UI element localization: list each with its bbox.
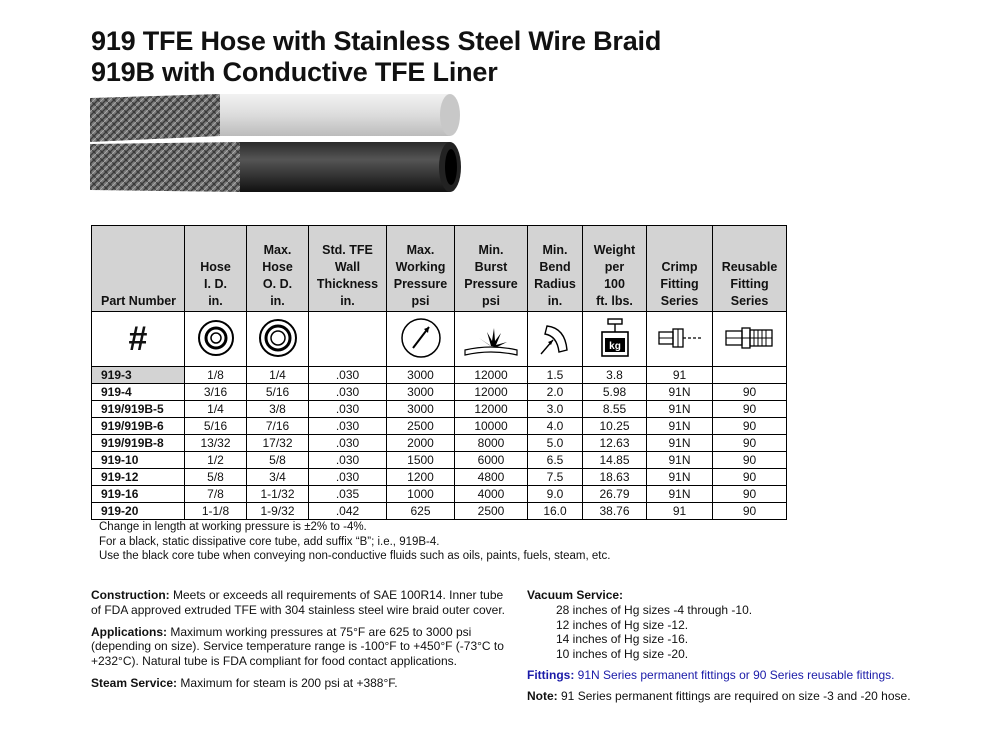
cell-burst: 2500: [455, 503, 528, 520]
cell-od: 1/4: [247, 367, 309, 384]
vacuum-heading: Vacuum Service:: [527, 588, 624, 602]
cell-burst: 4000: [455, 486, 528, 503]
applications-paragraph: Applications: Maximum working pressures at 75°F are 625 to 3000 psi (depending on size). Service temperature range is -100°F to +450°F (-73°C to +232°C). Natural tube is FDA compliant for food contact applications.: [91, 624, 504, 669]
cell-part: 919/919B-6: [92, 418, 185, 435]
cell-reuse: 90: [713, 401, 787, 418]
cell-part: 919-12: [92, 469, 185, 486]
crimp-fitting-icon: [657, 325, 703, 351]
steam-paragraph: Steam Service: Maximum for steam is 200 psi at +388°F.: [91, 675, 398, 690]
cell-burst: 4800: [455, 469, 528, 486]
header-hose-id: Hose I. D. in.: [185, 226, 247, 312]
cell-wall: .042: [309, 503, 387, 520]
cell-work: 1000: [387, 486, 455, 503]
cell-id: 7/8: [185, 486, 247, 503]
cell-od: 1-1/32: [247, 486, 309, 503]
cell-part: 919-10: [92, 452, 185, 469]
note-line-2: For a black, static dissipative core tube, add suffix “B”; i.e., 919B-4.: [99, 535, 440, 548]
cell-work: 3000: [387, 384, 455, 401]
cell-weight: 14.85: [583, 452, 647, 469]
cell-bend: 16.0: [528, 503, 583, 520]
hose-id-icon: [196, 318, 236, 358]
header-bend-radius: Min. Bend Radius in.: [528, 226, 583, 312]
table-row: [92, 452, 787, 469]
cell-reuse: 90: [713, 486, 787, 503]
vacuum-line-1: 28 inches of Hg sizes -4 through -10.: [556, 602, 753, 617]
cell-crimp: 91N: [647, 384, 713, 401]
cell-crimp: 91: [647, 503, 713, 520]
cell-work: 2500: [387, 418, 455, 435]
cell-wall: .030: [309, 435, 387, 452]
cell-bend: 5.0: [528, 435, 583, 452]
table-row: [92, 503, 787, 520]
cell-work: 625: [387, 503, 455, 520]
table-row: [92, 401, 787, 418]
cell-id: 3/16: [185, 384, 247, 401]
cell-bend: 3.0: [528, 401, 583, 418]
spec-table: [91, 225, 787, 520]
page-title: [91, 26, 661, 88]
cell-id: 1-1/8: [185, 503, 247, 520]
hose-product-image: [90, 92, 470, 212]
cell-burst: 10000: [455, 418, 528, 435]
header-wall-thickness: Std. TFE Wall Thickness in.: [309, 226, 387, 312]
header-working-pressure: Max. Working Pressure psi: [387, 226, 455, 312]
note-paragraph: Note: 91 Series permanent fittings are required on size -3 and -20 hose.: [527, 688, 911, 703]
table-row: [92, 367, 787, 384]
cell-crimp: 91N: [647, 401, 713, 418]
note-line-1: Change in length at working pressure is ±2% to -4%.: [99, 521, 367, 533]
cell-od: 3/8: [247, 401, 309, 418]
black-liner-hose: [90, 142, 461, 192]
cell-wall: .030: [309, 418, 387, 435]
right-column: [527, 588, 957, 704]
cell-od: 1-9/32: [247, 503, 309, 520]
left-column: [91, 588, 511, 698]
header-burst-pressure: Min. Burst Pressure psi: [455, 226, 528, 312]
bend-radius-icon: [535, 316, 575, 360]
white-liner-hose: [90, 94, 460, 142]
reusable-fitting-icon: [724, 325, 776, 351]
spec-table-body: [92, 367, 787, 520]
cell-od: 7/16: [247, 418, 309, 435]
cell-od: 5/16: [247, 384, 309, 401]
cell-bend: 1.5: [528, 367, 583, 384]
cell-weight: 38.76: [583, 503, 647, 520]
weight-kg-icon: [598, 316, 632, 360]
cell-burst: 12000: [455, 367, 528, 384]
cell-reuse: 90: [713, 469, 787, 486]
cell-part: 919-20: [92, 503, 185, 520]
cell-id: 13/32: [185, 435, 247, 452]
cell-part: 919/919B-5: [92, 401, 185, 418]
cell-bend: 9.0: [528, 486, 583, 503]
cell-wall: .030: [309, 367, 387, 384]
table-row: [92, 435, 787, 452]
cell-part: 919-16: [92, 486, 185, 503]
cell-work: 3000: [387, 367, 455, 384]
cell-part: 919/919B-8: [92, 435, 185, 452]
vacuum-line-4: 10 inches of Hg size -20.: [556, 647, 689, 662]
cell-weight: 18.63: [583, 469, 647, 486]
icon-row: [92, 312, 787, 367]
cell-crimp: 91N: [647, 435, 713, 452]
cell-reuse: 90: [713, 452, 787, 469]
cell-id: 1/4: [185, 401, 247, 418]
table-row: [92, 418, 787, 435]
cell-wall: .030: [309, 452, 387, 469]
cell-weight: 8.55: [583, 401, 647, 418]
cell-wall: .030: [309, 469, 387, 486]
cell-bend: 2.0: [528, 384, 583, 401]
pressure-gauge-icon: [399, 316, 443, 360]
header-row: [92, 226, 787, 312]
cell-weight: 10.25: [583, 418, 647, 435]
cell-reuse: 90: [713, 384, 787, 401]
cell-wall: .035: [309, 486, 387, 503]
note-line-3: Use the black core tube when conveying non-conductive fluids such as oils, paints, fuels, steam, etc.: [99, 550, 611, 562]
cell-weight: 5.98: [583, 384, 647, 401]
cell-work: 2000: [387, 435, 455, 452]
cell-reuse: 90: [713, 503, 787, 520]
cell-id: 5/8: [185, 469, 247, 486]
cell-od: 3/4: [247, 469, 309, 486]
table-row: [92, 469, 787, 486]
cell-work: 1500: [387, 452, 455, 469]
cell-bend: 7.5: [528, 469, 583, 486]
cell-reuse: 90: [713, 435, 787, 452]
cell-crimp: 91N: [647, 452, 713, 469]
cell-weight: 12.63: [583, 435, 647, 452]
cell-burst: 12000: [455, 401, 528, 418]
cell-wall: .030: [309, 384, 387, 401]
cell-work: 1200: [387, 469, 455, 486]
svg-text:kg: kg: [608, 340, 621, 352]
cell-bend: 6.5: [528, 452, 583, 469]
cell-reuse: 90: [713, 418, 787, 435]
header-part-number: Part Number: [92, 226, 185, 312]
cell-od: 17/32: [247, 435, 309, 452]
cell-weight: 3.8: [583, 367, 647, 384]
cell-id: 1/2: [185, 452, 247, 469]
burst-icon: [461, 318, 521, 358]
cell-weight: 26.79: [583, 486, 647, 503]
cell-reuse: [713, 367, 787, 384]
table-notes: [99, 520, 610, 564]
cell-bend: 4.0: [528, 418, 583, 435]
cell-crimp: 91N: [647, 418, 713, 435]
cell-id: 5/16: [185, 418, 247, 435]
header-crimp-fitting: Crimp Fitting Series: [647, 226, 713, 312]
cell-od: 5/8: [247, 452, 309, 469]
cell-part: 919-3: [92, 367, 185, 384]
cell-part: 919-4: [92, 384, 185, 401]
header-reusable-fitting: Reusable Fitting Series: [713, 226, 787, 312]
table-row: [92, 384, 787, 401]
cell-crimp: 91N: [647, 486, 713, 503]
cell-id: 1/8: [185, 367, 247, 384]
vacuum-line-3: 14 inches of Hg size -16.: [556, 632, 689, 647]
vacuum-line-2: 12 inches of Hg size -12.: [556, 617, 689, 632]
cell-crimp: 91: [647, 367, 713, 384]
construction-paragraph: Construction: Meets or exceeds all requirements of SAE 100R14. Inner tube of FDA approved extruded TFE with 304 stainless steel wire braid outer cover.: [91, 588, 505, 617]
title-line-2: 919B with Conductive TFE Liner: [91, 57, 498, 87]
hose-od-icon: [258, 318, 298, 358]
title-line-1: 919 TFE Hose with Stainless Steel Wire Braid: [91, 26, 662, 56]
cell-burst: 8000: [455, 435, 528, 452]
hash-icon: #: [92, 312, 185, 367]
cell-work: 3000: [387, 401, 455, 418]
table-row: [92, 486, 787, 503]
header-max-od: Max. Hose O. D. in.: [247, 226, 309, 312]
fittings-paragraph: Fittings: 91N Series permanent fittings or 90 Series reusable fittings.: [527, 667, 895, 682]
cell-burst: 6000: [455, 452, 528, 469]
cell-crimp: 91N: [647, 469, 713, 486]
cell-burst: 12000: [455, 384, 528, 401]
header-weight: Weight per 100 ft. lbs.: [583, 226, 647, 312]
cell-wall: .030: [309, 401, 387, 418]
